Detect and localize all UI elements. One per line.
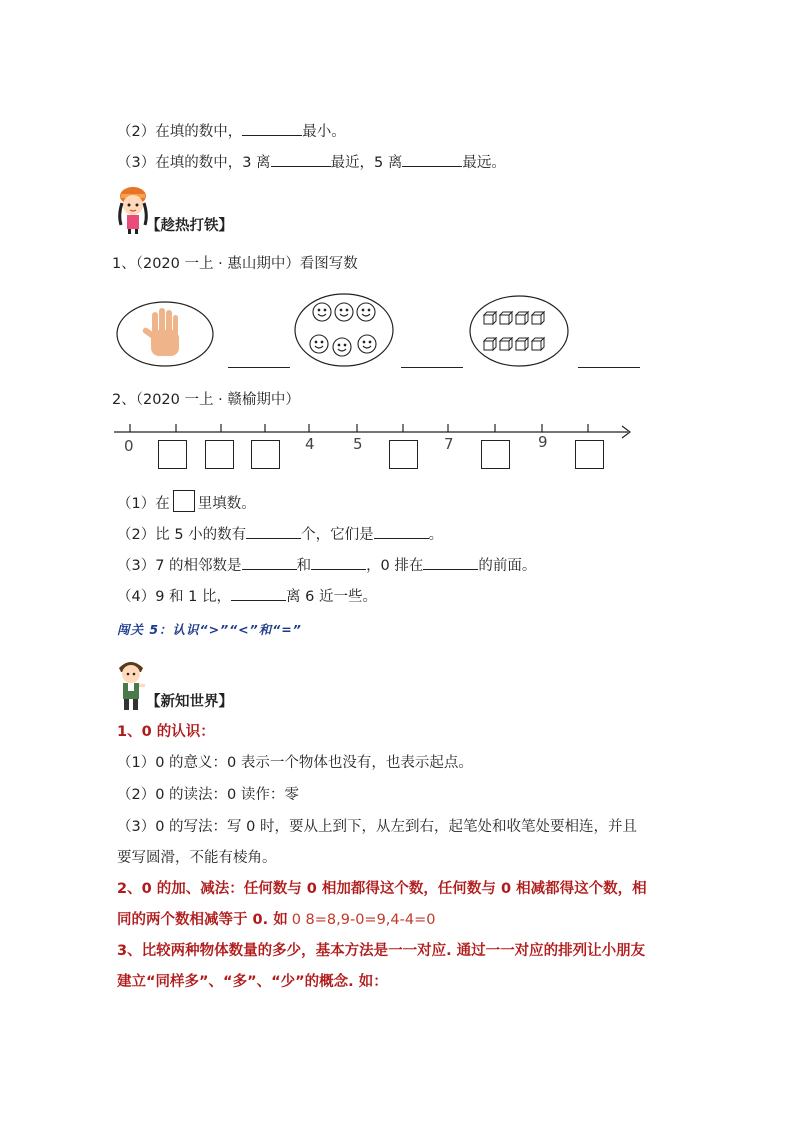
q2-suffix: 最小。: [302, 124, 346, 140]
answer-blank[interactable]: [311, 554, 366, 570]
number-line: [110, 420, 640, 444]
answer-line-cube[interactable]: [578, 367, 640, 368]
sub2-prefix: （2）比 5 小的数有: [117, 527, 247, 543]
tick-label: 0: [124, 437, 134, 455]
answer-blank[interactable]: [242, 120, 302, 136]
q2-prefix: （2）在填的数中，: [117, 124, 243, 140]
q3-mid: 最近，5 离: [330, 155, 403, 171]
answer-line-hand[interactable]: [228, 367, 290, 368]
boy-mascot-icon: [113, 656, 149, 712]
sub4-suffix: 离 6 近一些。: [286, 589, 377, 605]
sub1-prefix: （1）在: [117, 496, 170, 512]
prev-question-3: [117, 151, 506, 173]
sub2-mid: 个，它们是: [301, 527, 374, 543]
knowledge-2-text: 同的两个数相减等于 0. 如: [117, 912, 288, 928]
cube-picture: [468, 294, 570, 368]
sub-question-1: [117, 490, 256, 514]
inline-box: [173, 490, 195, 512]
sub-question-2: [117, 523, 443, 545]
tick-label: 9: [538, 433, 548, 451]
section-practice-title: 【趁热打铁】: [146, 218, 233, 234]
sub-question-4: [117, 585, 377, 607]
sub2-suffix: 。: [428, 527, 444, 543]
answer-blank[interactable]: [271, 151, 331, 167]
hand-picture: [115, 300, 215, 368]
number-box[interactable]: [389, 440, 418, 469]
answer-blank[interactable]: [242, 554, 297, 570]
sub3-mid2: ，0 排在: [366, 558, 424, 574]
tick-label: 7: [444, 435, 454, 453]
level-title: 闯关 5：认识“>”“<”和“=”: [117, 622, 302, 637]
answer-line-smiley[interactable]: [401, 367, 463, 368]
number-box[interactable]: [158, 440, 187, 469]
q3-prefix: （3）在填的数中，3 离: [117, 155, 271, 171]
knowledge-point-3-line1: 3、比较两种物体数量的多少，基本方法是一一对应. 通过一一对应的排列让小朋友: [117, 943, 646, 959]
sub3-mid1: 和: [296, 558, 312, 574]
knowledge-point-2-line2: [117, 910, 435, 930]
q3-suffix: 最远。: [462, 155, 506, 171]
practice-question-1: 1、（2020 一上 · 惠山期中）看图写数: [112, 256, 358, 272]
tick-label: 4: [305, 435, 315, 453]
number-box[interactable]: [251, 440, 280, 469]
knowledge-1a: （1）0 的意义：0 表示一个物体也没有，也表示起点。: [117, 755, 473, 771]
sub4-prefix: （4）9 和 1 比，: [117, 589, 232, 605]
answer-blank[interactable]: [402, 151, 462, 167]
knowledge-1c-line2: 要写圆滑，不能有棱角。: [117, 850, 277, 866]
sub3-suffix: 的前面。: [478, 558, 537, 574]
prev-question-2: [117, 120, 346, 142]
practice-question-2: 2、（2020 一上 · 赣榆期中）: [112, 392, 300, 408]
number-box[interactable]: [481, 440, 510, 469]
knowledge-2-example: 0 8=8,9-0=9,4-4=0: [291, 912, 436, 928]
answer-blank[interactable]: [231, 585, 286, 601]
section-knowledge-title: 【新知世界】: [146, 694, 233, 710]
sub1-suffix: 里填数。: [197, 496, 256, 512]
smiley-picture: [293, 292, 395, 368]
knowledge-point-2-line1: 2、0 的加、减法：任何数与 0 相加都得这个数，任何数与 0 相减都得这个数，相: [117, 881, 647, 897]
number-box[interactable]: [205, 440, 234, 469]
knowledge-point-3-line2: 建立“同样多”、“多”、“少”的概念. 如：: [117, 974, 388, 990]
sub-question-3: [117, 554, 536, 576]
answer-blank[interactable]: [374, 523, 429, 539]
knowledge-1c-line1: （3）0 的写法：写 0 时，要从上到下，从左到右，起笔处和收笔处要相连，并且: [117, 819, 638, 835]
answer-blank[interactable]: [246, 523, 301, 539]
number-box[interactable]: [575, 440, 604, 469]
sub3-prefix: （3）7 的相邻数是: [117, 558, 242, 574]
tick-label: 5: [353, 435, 363, 453]
knowledge-point-1-title: 1、0 的认识：: [117, 724, 215, 740]
knowledge-1b: （2）0 的读法：0 读作：零: [117, 787, 299, 803]
answer-blank[interactable]: [423, 554, 478, 570]
